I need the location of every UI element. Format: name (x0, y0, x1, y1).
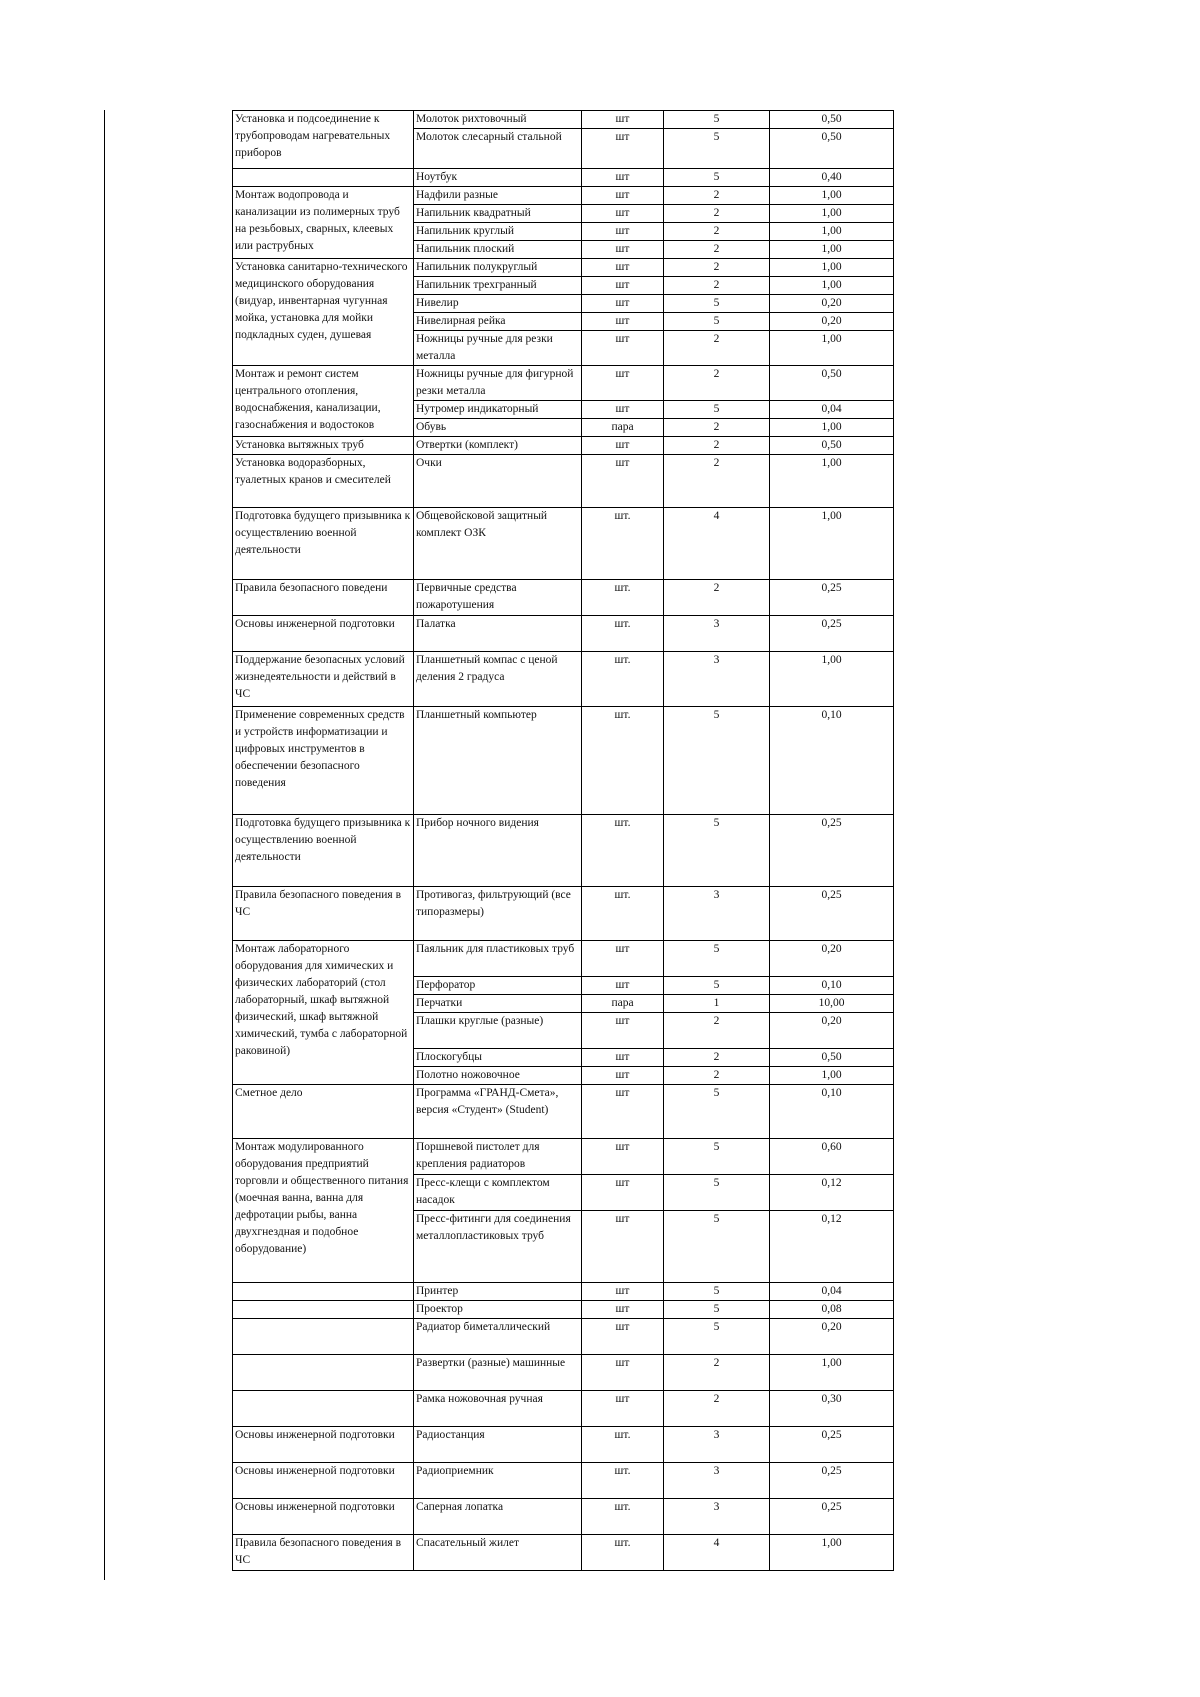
unit-cell: шт (582, 277, 664, 295)
qty-cell: 3 (664, 1427, 770, 1463)
table-row (233, 941, 894, 977)
unit-cell: шт. (582, 652, 664, 707)
item-cell: Отвертки (комплект) (414, 437, 582, 455)
table-row (233, 1499, 894, 1535)
unit-cell: шт (582, 1355, 664, 1391)
qty-cell: 5 (664, 1175, 770, 1211)
activity-cell: Основы инженерной подготовки (233, 1463, 414, 1499)
unit-cell: пара (582, 995, 664, 1013)
norm-cell: 0,30 (770, 1391, 894, 1427)
unit-cell: шт (582, 187, 664, 205)
unit-cell: шт (582, 205, 664, 223)
qty-cell: 5 (664, 111, 770, 129)
item-cell: Полотно ножовочное (414, 1067, 582, 1085)
qty-cell: 3 (664, 887, 770, 941)
qty-cell: 2 (664, 419, 770, 437)
unit-cell: шт (582, 1049, 664, 1067)
unit-cell: шт. (582, 707, 664, 815)
item-cell: Пресс-клещи с комплектом насадок (414, 1175, 582, 1211)
item-cell: Первичные средства пожаротушения (414, 580, 582, 616)
item-cell: Развертки (разные) машинные (414, 1355, 582, 1391)
unit-cell: шт (582, 437, 664, 455)
table-row (233, 455, 894, 508)
unit-cell: шт. (582, 887, 664, 941)
table-row (233, 1319, 894, 1355)
qty-cell: 2 (664, 259, 770, 277)
norm-cell: 1,00 (770, 187, 894, 205)
table-row (233, 815, 894, 887)
norm-cell: 0,12 (770, 1211, 894, 1283)
unit-cell: шт (582, 169, 664, 187)
norm-cell: 1,00 (770, 652, 894, 707)
item-cell: Паяльник для пластиковых труб (414, 941, 582, 977)
norm-cell: 0,60 (770, 1139, 894, 1175)
qty-cell: 5 (664, 815, 770, 887)
item-cell: Молоток рихтовочный (414, 111, 582, 129)
qty-cell: 2 (664, 223, 770, 241)
norm-cell: 1,00 (770, 205, 894, 223)
norm-cell: 1,00 (770, 1535, 894, 1571)
item-cell: Нивелир (414, 295, 582, 313)
activity-cell: Установка вытяжных труб (233, 437, 414, 455)
norm-cell: 0,25 (770, 1463, 894, 1499)
qty-cell: 5 (664, 941, 770, 977)
unit-cell: шт (582, 1319, 664, 1355)
activity-cell: Монтаж модулированного оборудования предприятий торговли и общественного питания (моечная ванна, ванна для дефротации рыбы, ванна двухгнездная и подобное оборудование) (233, 1139, 414, 1283)
unit-cell: шт (582, 1283, 664, 1301)
qty-cell: 2 (664, 241, 770, 259)
activity-cell (233, 1301, 414, 1319)
table-row (233, 366, 894, 401)
unit-cell: шт (582, 223, 664, 241)
item-cell: Ножницы ручные для резки металла (414, 331, 582, 366)
item-cell: Плоскогубцы (414, 1049, 582, 1067)
activity-cell: Основы инженерной подготовки (233, 616, 414, 652)
table-row (233, 508, 894, 580)
activity-cell: Монтаж водопровода и канализации из полимерных труб на резьбовых, сварных, клеевых или раструбных (233, 187, 414, 259)
norm-cell: 0,10 (770, 977, 894, 995)
norm-cell: 1,00 (770, 1067, 894, 1085)
item-cell: Перчатки (414, 995, 582, 1013)
unit-cell: шт. (582, 815, 664, 887)
item-cell: Противогаз, фильтрующий (все типоразмеры) (414, 887, 582, 941)
unit-cell: шт (582, 977, 664, 995)
norm-cell: 0,50 (770, 1049, 894, 1067)
qty-cell: 2 (664, 437, 770, 455)
qty-cell: 4 (664, 1535, 770, 1571)
qty-cell: 5 (664, 1211, 770, 1283)
item-cell: Плашки круглые (разные) (414, 1013, 582, 1049)
qty-cell: 3 (664, 1499, 770, 1535)
norm-cell: 0,40 (770, 169, 894, 187)
norm-cell: 0,08 (770, 1301, 894, 1319)
item-cell: Пресс-фитинги для соединения металлопластиковых труб (414, 1211, 582, 1283)
item-cell: Ножницы ручные для фигурной резки металла (414, 366, 582, 401)
norm-cell: 0,20 (770, 295, 894, 313)
norm-cell: 1,00 (770, 508, 894, 580)
qty-cell: 2 (664, 366, 770, 401)
item-cell: Напильник полукруглый (414, 259, 582, 277)
item-cell: Проектор (414, 1301, 582, 1319)
activity-cell (233, 1283, 414, 1301)
item-cell: Прибор ночного видения (414, 815, 582, 887)
table-row (233, 1391, 894, 1427)
item-cell: Очки (414, 455, 582, 508)
qty-cell: 2 (664, 205, 770, 223)
norm-cell: 1,00 (770, 241, 894, 259)
norm-cell: 0,04 (770, 1283, 894, 1301)
qty-cell: 5 (664, 313, 770, 331)
table-row (233, 1355, 894, 1391)
norm-cell: 0,25 (770, 887, 894, 941)
table-row (233, 1535, 894, 1571)
qty-cell: 5 (664, 295, 770, 313)
qty-cell: 1 (664, 995, 770, 1013)
qty-cell: 5 (664, 169, 770, 187)
unit-cell: шт (582, 1085, 664, 1139)
qty-cell: 4 (664, 508, 770, 580)
activity-cell: Правила безопасного поведения в ЧС (233, 1535, 414, 1571)
unit-cell: шт (582, 111, 664, 129)
item-cell: Напильник круглый (414, 223, 582, 241)
activity-cell: Установка санитарно-технического медицинского оборудования (видуар, инвентарная чугунная мойка, установка для мойки подкладных суден, душевая (233, 259, 414, 366)
norm-cell: 1,00 (770, 331, 894, 366)
item-cell: Нутромер индикаторный (414, 401, 582, 419)
activity-cell (233, 169, 414, 187)
unit-cell: шт (582, 331, 664, 366)
table-row (233, 1283, 894, 1301)
unit-cell: шт (582, 941, 664, 977)
item-cell: Надфили разные (414, 187, 582, 205)
table-row (233, 652, 894, 707)
norm-cell: 0,20 (770, 941, 894, 977)
qty-cell: 2 (664, 580, 770, 616)
table-row (233, 1139, 894, 1175)
qty-cell: 2 (664, 1355, 770, 1391)
item-cell: Рамка ножовочная ручная (414, 1391, 582, 1427)
unit-cell: шт (582, 1175, 664, 1211)
qty-cell: 2 (664, 277, 770, 295)
unit-cell: шт. (582, 1463, 664, 1499)
table-row (233, 580, 894, 616)
activity-cell: Монтаж и ремонт систем центрального отопления, водоснабжения, канализации, газоснабжения и водостоков (233, 366, 414, 437)
table-row (233, 169, 894, 187)
qty-cell: 2 (664, 1013, 770, 1049)
equipment-table (232, 110, 894, 1571)
norm-cell: 0,20 (770, 1319, 894, 1355)
activity-cell: Правила безопасного поведени (233, 580, 414, 616)
activity-cell (233, 1319, 414, 1355)
norm-cell: 1,00 (770, 259, 894, 277)
qty-cell: 5 (664, 977, 770, 995)
unit-cell: пара (582, 419, 664, 437)
qty-cell: 2 (664, 1067, 770, 1085)
qty-cell: 5 (664, 1283, 770, 1301)
unit-cell: шт (582, 259, 664, 277)
unit-cell: шт (582, 1139, 664, 1175)
norm-cell: 0,50 (770, 366, 894, 401)
qty-cell: 5 (664, 1139, 770, 1175)
norm-cell: 0,25 (770, 1499, 894, 1535)
table-row (233, 259, 894, 277)
item-cell: Планшетный компьютер (414, 707, 582, 815)
activity-cell: Подготовка будущего призывника к осуществлению военной деятельности (233, 508, 414, 580)
activity-cell: Подготовка будущего призывника к осуществлению военной деятельности (233, 815, 414, 887)
activity-cell: Основы инженерной подготовки (233, 1499, 414, 1535)
norm-cell: 0,25 (770, 580, 894, 616)
item-cell: Радиатор биметаллический (414, 1319, 582, 1355)
table-row (233, 1427, 894, 1463)
table-row (233, 1301, 894, 1319)
qty-cell: 3 (664, 652, 770, 707)
unit-cell: шт (582, 1067, 664, 1085)
qty-cell: 2 (664, 1049, 770, 1067)
unit-cell: шт (582, 241, 664, 259)
table-row (233, 437, 894, 455)
unit-cell: шт (582, 366, 664, 401)
norm-cell: 1,00 (770, 419, 894, 437)
qty-cell: 3 (664, 1463, 770, 1499)
activity-cell: Установка водоразборных, туалетных кранов и смесителей (233, 455, 414, 508)
qty-cell: 5 (664, 1319, 770, 1355)
qty-cell: 5 (664, 129, 770, 169)
qty-cell: 3 (664, 616, 770, 652)
norm-cell: 0,25 (770, 815, 894, 887)
item-cell: Напильник квадратный (414, 205, 582, 223)
qty-cell: 2 (664, 187, 770, 205)
unit-cell: шт (582, 1211, 664, 1283)
qty-cell: 2 (664, 331, 770, 366)
norm-cell: 1,00 (770, 455, 894, 508)
item-cell: Перфоратор (414, 977, 582, 995)
item-cell: Обувь (414, 419, 582, 437)
table-row (233, 111, 894, 129)
norm-cell: 1,00 (770, 1355, 894, 1391)
item-cell: Напильник плоский (414, 241, 582, 259)
unit-cell: шт. (582, 1535, 664, 1571)
unit-cell: шт. (582, 1499, 664, 1535)
norm-cell: 0,25 (770, 1427, 894, 1463)
qty-cell: 2 (664, 455, 770, 508)
unit-cell: шт. (582, 616, 664, 652)
norm-cell: 0,10 (770, 707, 894, 815)
item-cell: Принтер (414, 1283, 582, 1301)
unit-cell: шт. (582, 1427, 664, 1463)
unit-cell: шт. (582, 508, 664, 580)
activity-cell: Сметное дело (233, 1085, 414, 1139)
unit-cell: шт (582, 129, 664, 169)
norm-cell: 0,20 (770, 313, 894, 331)
item-cell: Нивелирная рейка (414, 313, 582, 331)
unit-cell: шт (582, 1391, 664, 1427)
norm-cell: 0,25 (770, 616, 894, 652)
norm-cell: 1,00 (770, 277, 894, 295)
left-margin-line (104, 110, 105, 1580)
norm-cell: 0,50 (770, 129, 894, 169)
unit-cell: шт (582, 1013, 664, 1049)
item-cell: Напильник трехгранный (414, 277, 582, 295)
item-cell: Ноутбук (414, 169, 582, 187)
activity-cell: Правила безопасного поведения в ЧС (233, 887, 414, 941)
unit-cell: шт (582, 295, 664, 313)
unit-cell: шт (582, 455, 664, 508)
norm-cell: 0,10 (770, 1085, 894, 1139)
item-cell: Спасательный жилет (414, 1535, 582, 1571)
qty-cell: 5 (664, 1301, 770, 1319)
activity-cell: Применение современных средств и устройств информатизации и цифровых инструментов в обеспечении безопасного поведения (233, 707, 414, 815)
item-cell: Молоток слесарный стальной (414, 129, 582, 169)
table-row (233, 616, 894, 652)
unit-cell: шт (582, 401, 664, 419)
item-cell: Палатка (414, 616, 582, 652)
qty-cell: 5 (664, 401, 770, 419)
qty-cell: 5 (664, 707, 770, 815)
unit-cell: шт (582, 1301, 664, 1319)
activity-cell: Установка и подсоединение к трубопроводам нагревательных приборов (233, 111, 414, 169)
item-cell: Радиостанция (414, 1427, 582, 1463)
norm-cell: 0,50 (770, 437, 894, 455)
qty-cell: 5 (664, 1085, 770, 1139)
table-row (233, 887, 894, 941)
activity-cell (233, 1355, 414, 1391)
activity-cell: Поддержание безопасных условий жизнедеятельности и действий в ЧС (233, 652, 414, 707)
item-cell: Радиоприемник (414, 1463, 582, 1499)
table-row (233, 707, 894, 815)
activity-cell: Монтаж лабораторного оборудования для химических и физических лабораторий (стол лабораторный, шкаф вытяжной физический, шкаф вытяжной химический, тумба с лабораторной раковиной) (233, 941, 414, 1085)
item-cell: Общевойсковой защитный комплект ОЗК (414, 508, 582, 580)
table-row (233, 187, 894, 205)
item-cell: Поршневой пистолет для крепления радиаторов (414, 1139, 582, 1175)
activity-cell (233, 1391, 414, 1427)
table-row (233, 1463, 894, 1499)
table-row (233, 1085, 894, 1139)
activity-cell: Основы инженерной подготовки (233, 1427, 414, 1463)
norm-cell: 0,04 (770, 401, 894, 419)
norm-cell: 0,12 (770, 1175, 894, 1211)
item-cell: Саперная лопатка (414, 1499, 582, 1535)
unit-cell: шт (582, 313, 664, 331)
norm-cell: 10,00 (770, 995, 894, 1013)
item-cell: Программа «ГРАНД-Смета», версия «Студент» (Student) (414, 1085, 582, 1139)
qty-cell: 2 (664, 1391, 770, 1427)
norm-cell: 1,00 (770, 223, 894, 241)
item-cell: Планшетный компас с ценой деления 2 градуса (414, 652, 582, 707)
norm-cell: 0,50 (770, 111, 894, 129)
unit-cell: шт. (582, 580, 664, 616)
norm-cell: 0,20 (770, 1013, 894, 1049)
